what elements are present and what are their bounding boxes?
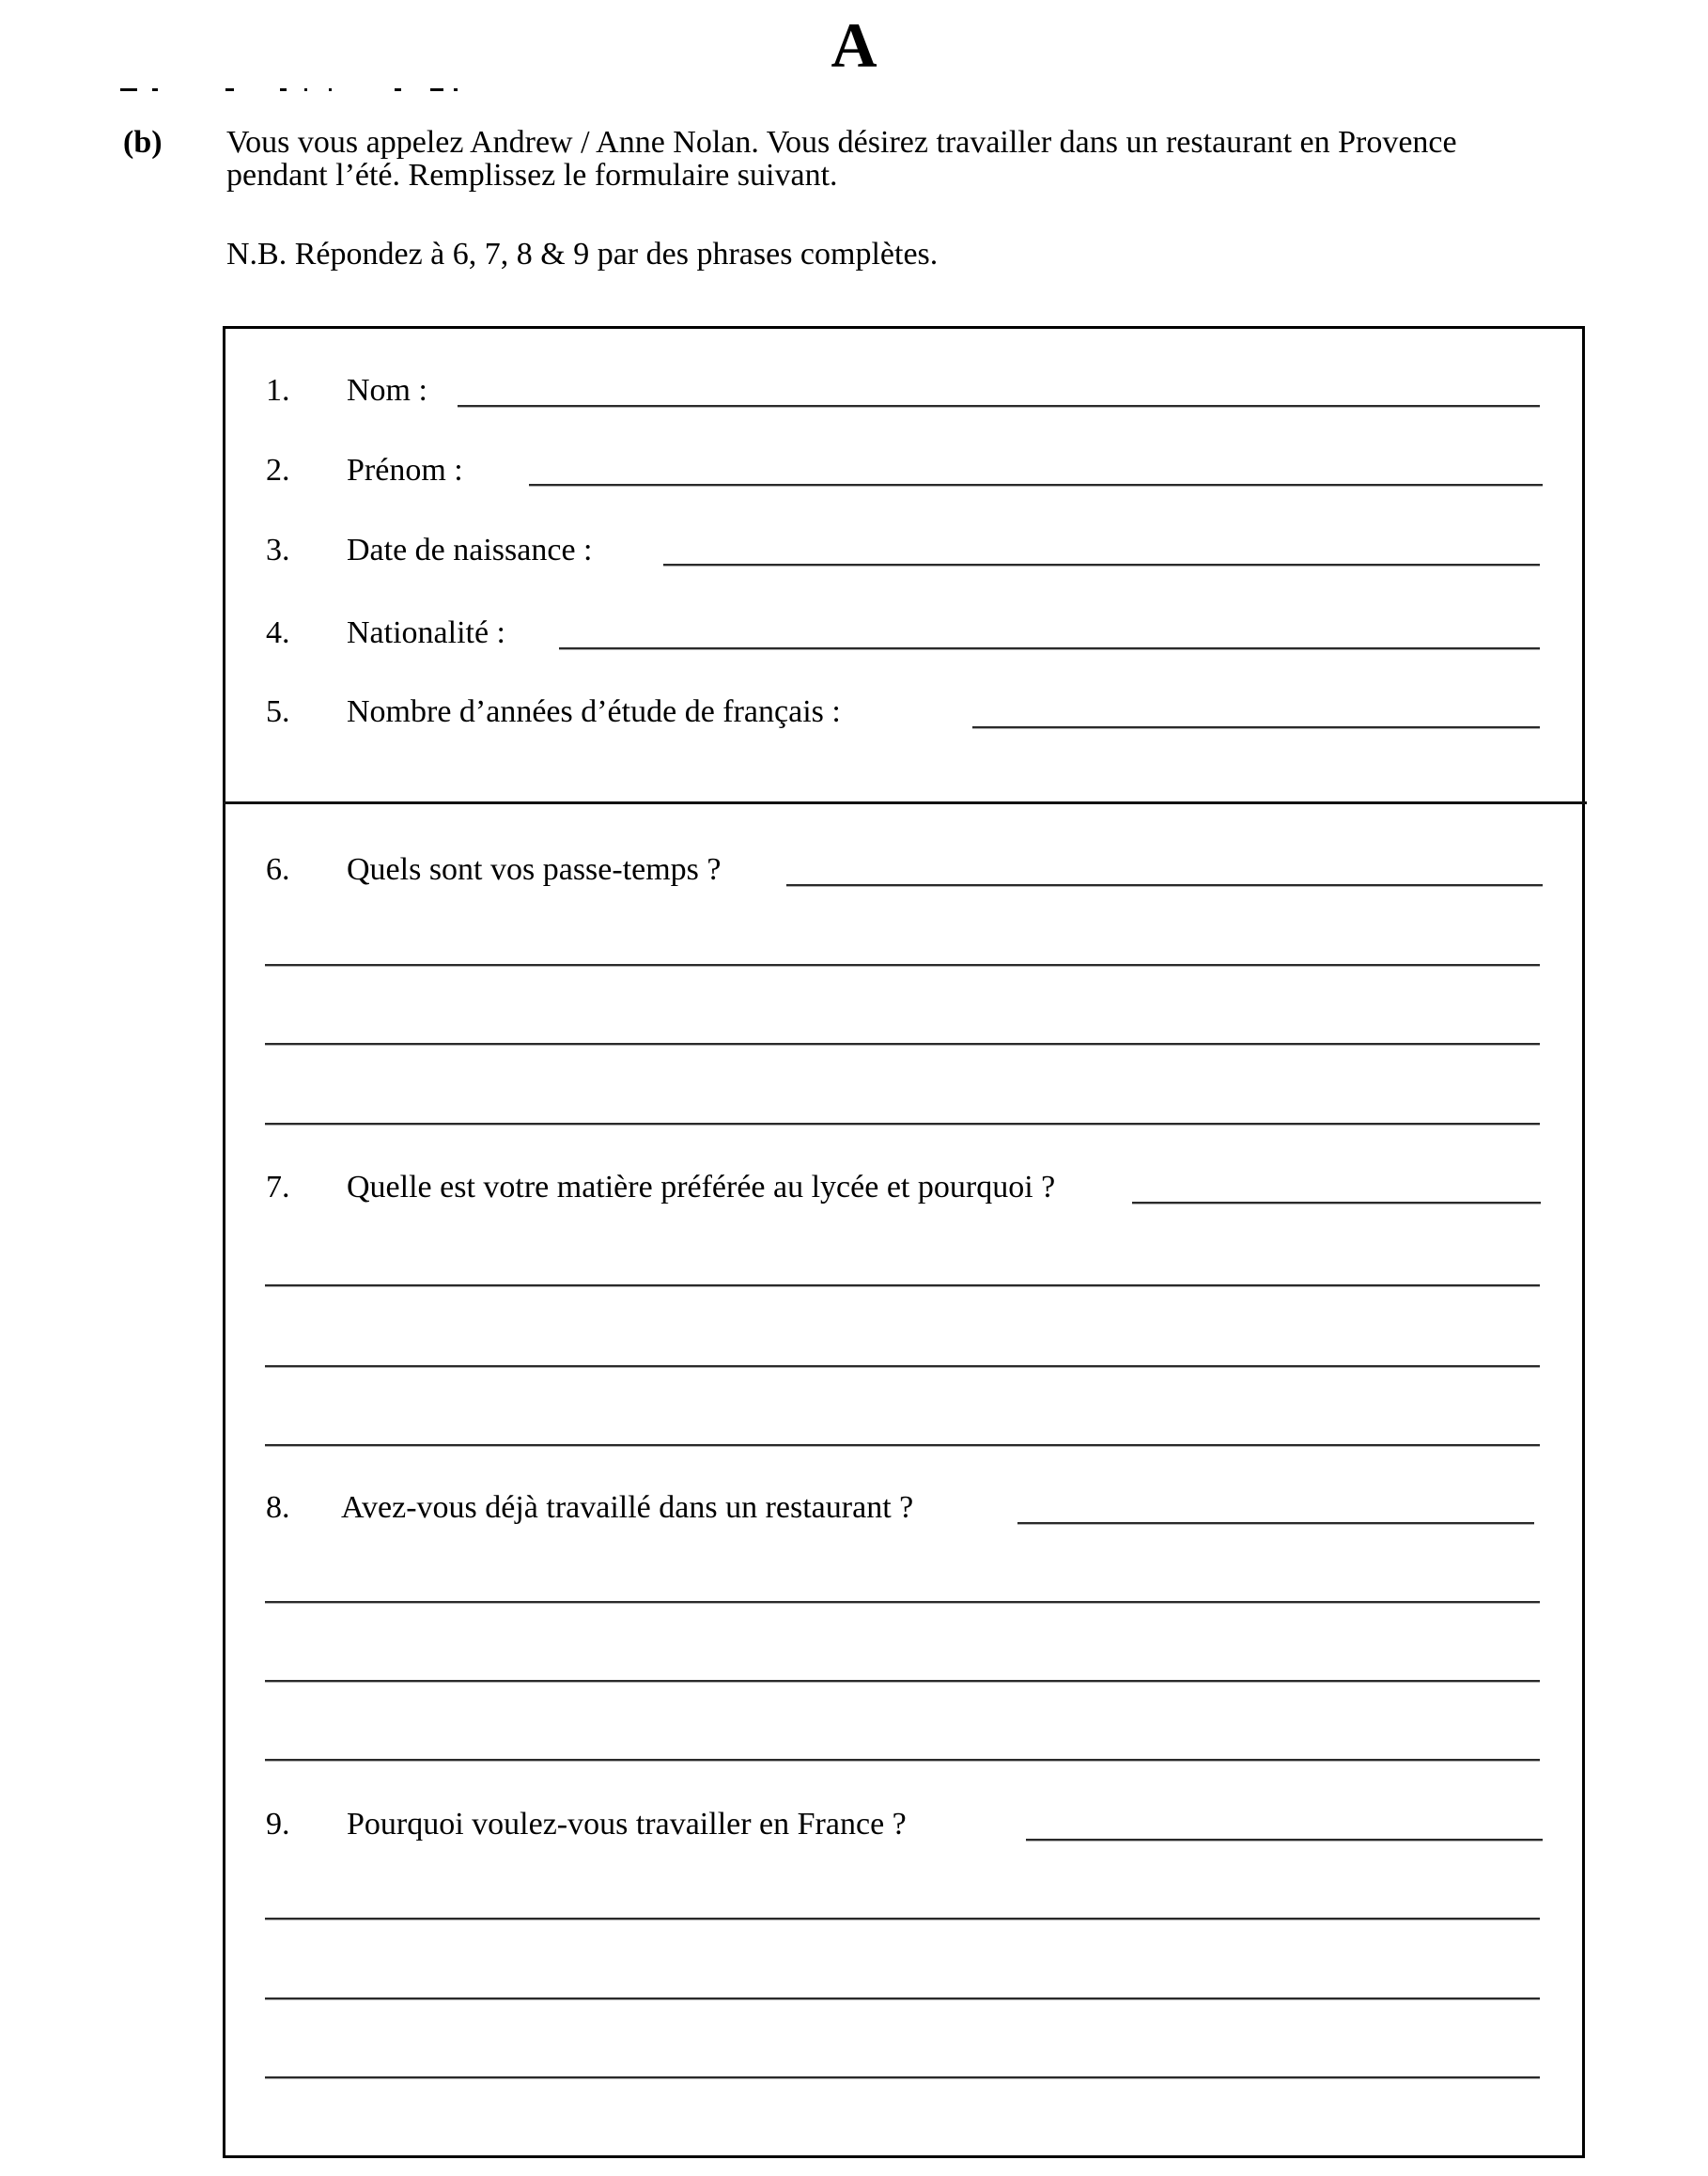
question-number: 7. — [266, 1170, 290, 1205]
question-number: 9. — [266, 1807, 290, 1842]
application-form-box — [223, 326, 1585, 2158]
answer-line[interactable] — [265, 2076, 1540, 2079]
field-number: 3. — [266, 533, 290, 567]
answer-line[interactable] — [265, 1601, 1540, 1604]
answer-line[interactable] — [265, 1284, 1540, 1287]
field-label: Nombre d’années d’étude de français : — [347, 694, 841, 729]
answer-line[interactable] — [265, 964, 1540, 967]
field-label: Prénom : — [347, 453, 463, 488]
answer-line[interactable] — [265, 1680, 1540, 1683]
form-section-divider — [223, 801, 1587, 804]
page-letter-heading: A — [831, 9, 877, 81]
field-number: 5. — [266, 694, 290, 729]
section-marker: (b) — [123, 125, 163, 160]
answer-line-inline[interactable] — [786, 884, 1543, 887]
nationalite-input-line[interactable] — [559, 647, 1540, 650]
answer-line[interactable] — [265, 1759, 1540, 1762]
intro-line-1: Vous vous appelez Andrew / Anne Nolan. Vous désirez travailler dans un restaurant en Provence — [226, 125, 1457, 160]
question-label: Pourquoi voulez-vous travailler en France ? — [347, 1807, 907, 1842]
clipped-text-fragment — [120, 88, 496, 93]
question-number: 8. — [266, 1490, 290, 1525]
answer-line[interactable] — [265, 1123, 1540, 1126]
answer-line[interactable] — [265, 1444, 1540, 1447]
question-label: Quelle est votre matière préférée au lycée et pourquoi ? — [347, 1170, 1056, 1205]
answer-line[interactable] — [265, 1365, 1540, 1368]
field-number: 1. — [266, 373, 290, 408]
answer-line[interactable] — [265, 1043, 1540, 1046]
question-number: 6. — [266, 852, 290, 887]
field-number: 4. — [266, 615, 290, 650]
intro-line-2: pendant l’été. Remplissez le formulaire suivant. — [226, 158, 838, 193]
question-label: Avez-vous déjà travaillé dans un restaurant ? — [341, 1490, 914, 1525]
field-label: Nationalité : — [347, 615, 506, 650]
answer-line-inline[interactable] — [1026, 1839, 1543, 1842]
annees-etude-input-line[interactable] — [972, 726, 1540, 729]
nom-input-line[interactable] — [458, 405, 1540, 408]
field-number: 2. — [266, 453, 290, 488]
prenom-input-line[interactable] — [529, 484, 1543, 487]
answer-line-inline[interactable] — [1132, 1202, 1541, 1205]
instruction-note: N.B. Répondez à 6, 7, 8 & 9 par des phrases complètes. — [226, 237, 939, 272]
answer-line[interactable] — [265, 1918, 1540, 1920]
question-label: Quels sont vos passe-temps ? — [347, 852, 722, 887]
answer-line[interactable] — [265, 1997, 1540, 2000]
answer-line-inline[interactable] — [1017, 1522, 1534, 1525]
field-label: Date de naissance : — [347, 533, 593, 567]
date-de-naissance-input-line[interactable] — [663, 564, 1540, 567]
field-label: Nom : — [347, 373, 427, 408]
